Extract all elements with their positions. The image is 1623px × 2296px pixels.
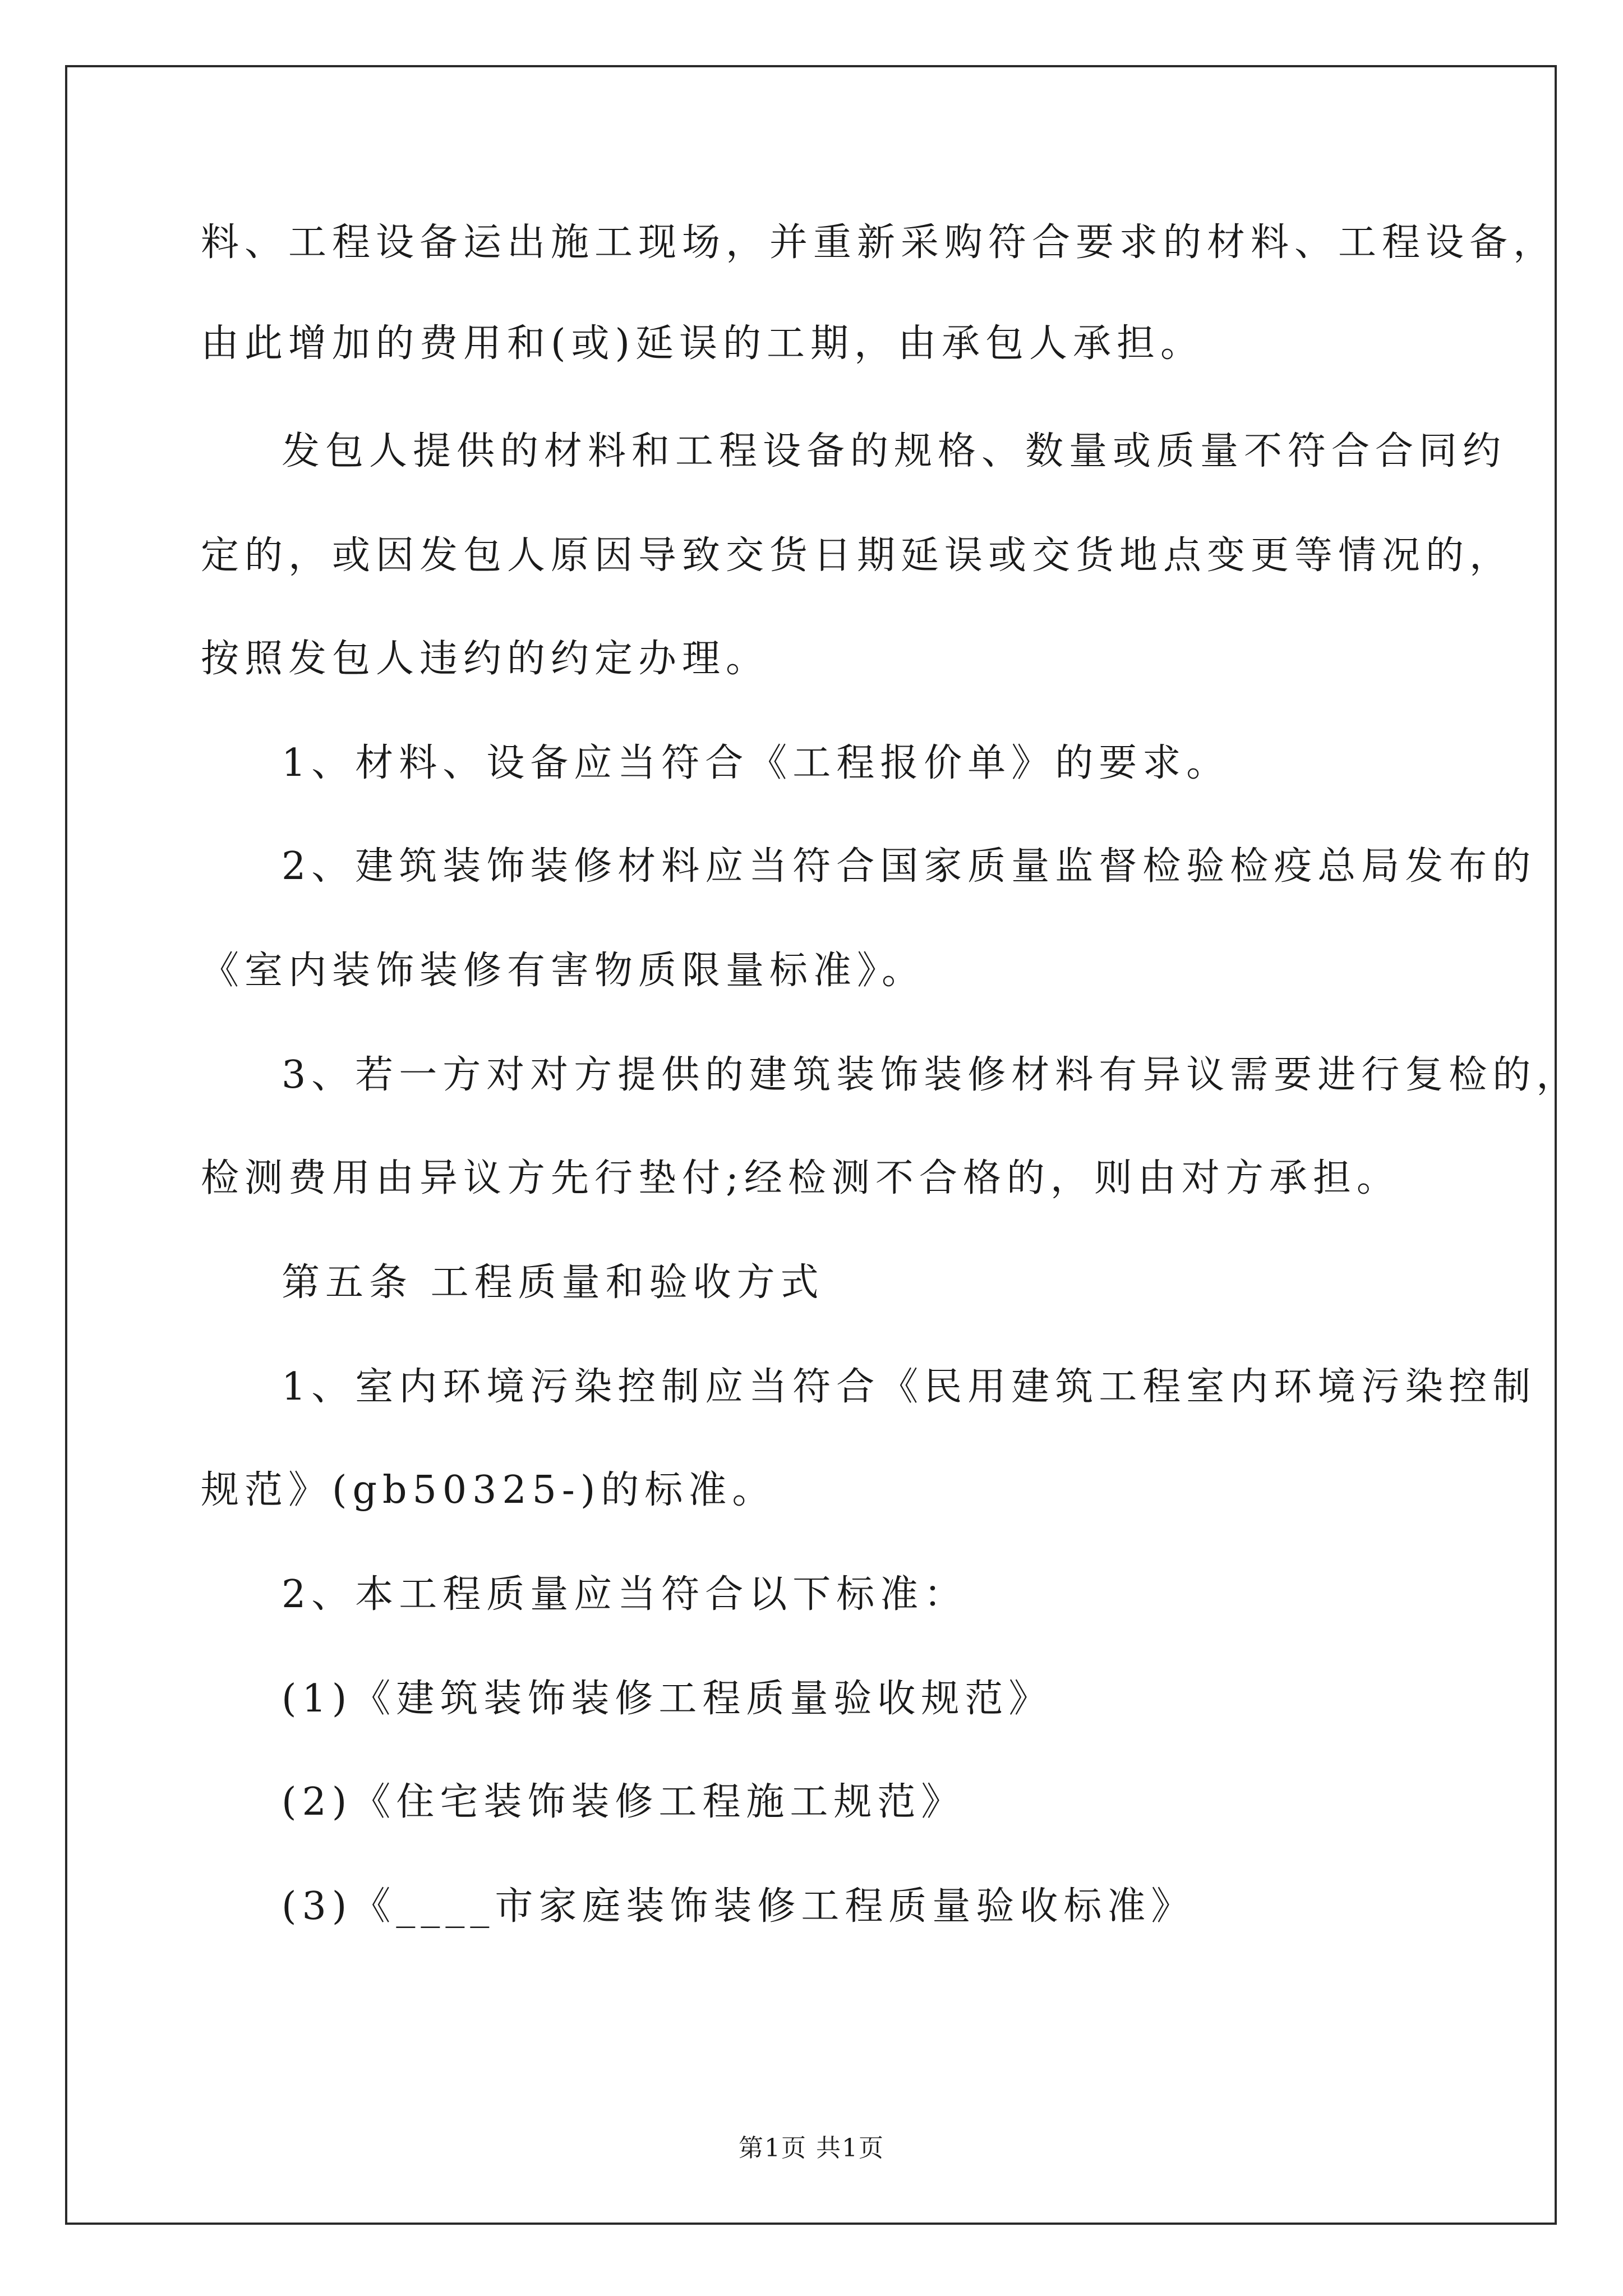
list-item-line: 3、若一方对对方提供的建筑装饰装修材料有异议需要进行复检的， [282,1053,1580,1097]
list-item-line: 1、室内环境污染控制应当符合《民用建筑工程室内环境污染控制 [282,1365,1537,1409]
standard-item: (3)《____市家庭装饰装修工程质量验收标准》 [282,1884,1195,1929]
list-item-line: 1、材料、设备应当符合《工程报价单》的要求。 [282,741,1230,785]
page-number-footer: 第1页 共1页 [739,2134,884,2162]
text-line: 《室内装饰装修有害物质限量标准》。 [201,949,926,993]
section-heading: 第五条 工程质量和验收方式 [282,1260,824,1305]
list-item-line: 2、本工程质量应当符合以下标准： [282,1572,968,1617]
list-item-line: 2、建筑装饰装修材料应当符合国家质量监督检验检疫总局发布的 [282,844,1537,889]
text-line: 由此增加的费用和(或)延误的工期，由承包人承担。 [201,321,1205,366]
text-line: 按照发包人违约的约定办理。 [201,637,770,681]
standard-item: (2)《住宅装饰装修工程施工规范》 [282,1780,965,1824]
text-line: 规范》(gb50325-)的标准。 [201,1468,776,1512]
text-line: 检测费用由异议方先行垫付;经检测不合格的，则由对方承担。 [201,1156,1400,1200]
text-line: 料、工程设备运出施工现场，并重新采购符合要求的材料、工程设备， [201,220,1557,265]
text-line: 定的，或因发包人原因导致交货日期延误或交货地点变更等情况的， [201,533,1514,578]
standard-item: (1)《建筑装饰装修工程质量验收规范》 [282,1677,1053,1721]
paragraph-start-line: 发包人提供的材料和工程设备的规格、数量或质量不符合合同约 [282,429,1507,473]
